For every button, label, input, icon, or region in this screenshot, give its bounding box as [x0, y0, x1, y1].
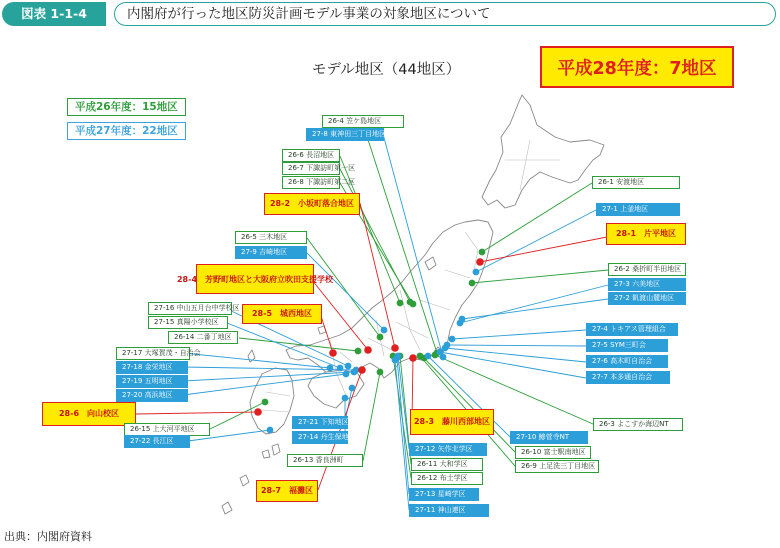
label-27-16: 27-16 中山五月台中学校区: [148, 302, 232, 315]
label-27-9: 27-9 吉崎地区: [235, 246, 307, 259]
label-27-22: 27-22 長江区: [124, 435, 190, 448]
figure-number-badge: 図表 1-1-4: [2, 2, 106, 26]
honshu-outline: [286, 220, 493, 378]
label-26-12: 26-12 布土学区: [411, 472, 483, 485]
source-note: 出典：内閣府資料: [4, 530, 92, 543]
label-27-7: 27-7 本多通自治会: [586, 371, 670, 384]
label-27-4: 27-4 トキアス管理組合: [586, 323, 678, 336]
okinawa-island: [222, 502, 232, 514]
label-27-13: 27-13 星崎学区: [409, 488, 479, 501]
label-26-10: 26-10 富士駅南地区: [515, 446, 591, 459]
label-27-11: 27-11 神山連区: [409, 504, 489, 517]
label-26-5: 26-5 三木地区: [235, 231, 307, 244]
label-26-6: 26-6 長沼地区: [282, 149, 340, 162]
label-26-1: 26-1 安渡地区: [592, 176, 680, 189]
label-27-21: 27-21 下知地区: [292, 416, 348, 429]
label-27-14: 27-14 丹生保地区: [292, 431, 348, 444]
yakushima-island: [262, 450, 270, 458]
label-28-6: 28-6 向山校区: [42, 402, 136, 426]
label-27-6: 27-6 高木町自治会: [586, 355, 668, 368]
label-28-2: 28-2 小坂町落合地区: [264, 193, 360, 215]
label-27-5: 27-5 SYM三町会: [586, 339, 668, 352]
label-27-19: 27-19 五明地区: [116, 375, 188, 388]
label-27-10: 27-10 鯵菅寺NT: [510, 431, 588, 444]
label-26-15: 26-15 上大河平地区: [124, 423, 210, 436]
label-27-15: 27-15 真陽小学校区: [148, 316, 228, 329]
label-27-8: 27-8 東神田三丁目地区: [306, 128, 384, 141]
label-26-3: 26-3 よこすか海辺NT: [593, 418, 683, 431]
label-26-7: 26-7 下諏訪町第一区: [282, 162, 340, 175]
label-27-18: 27-18 金栄地区: [116, 361, 188, 374]
label-26-4: 26-4 笠ケ島地区: [322, 115, 404, 128]
label-26-2: 26-2 桑折町半田地区: [608, 263, 686, 276]
label-26-9: 26-9 上足洗三丁目地区: [515, 460, 599, 473]
map-title: モデル地区（44地区）: [312, 62, 461, 78]
label-27-2: 27-2 飢渡山麓地区: [608, 292, 686, 305]
label-27-3: 27-3 六美地区: [608, 278, 686, 291]
label-27-20: 27-20 高浜地区: [116, 389, 188, 402]
label-28-1: 28-1 片平地区: [606, 223, 686, 245]
label-27-1: 27-1 上釜地区: [596, 203, 680, 216]
label-27-17: 27-17 大塚賀茂・自治会: [116, 347, 190, 360]
label-27-12: 27-12 矢作北学区: [409, 443, 487, 456]
label-28-4: 28-4 芳野町地区と大阪府立吹田支援学校: [196, 264, 314, 294]
label-28-5: 28-5 城西地区: [242, 304, 322, 324]
kyushu-outline: [250, 368, 294, 434]
label-26-11: 26-11 大和学区: [411, 458, 483, 471]
legend-fy26: 平成26年度：15地区: [67, 98, 186, 116]
label-26-8: 26-8 下諏訪町第二区: [282, 176, 340, 189]
amami-island: [240, 475, 249, 486]
label-28-3: 28-3 藤川西部地区: [410, 409, 494, 435]
label-26-14: 26-14 二番丁地区: [168, 331, 238, 344]
fy28-summary-box: 平成28年度：7地区: [540, 46, 734, 88]
figure-title: 内閣府が行った地区防災計画モデル事業の対象地区について: [127, 6, 491, 22]
hokkaido-outline: [482, 95, 604, 208]
label-28-7: 28-7 福灘区: [256, 480, 318, 502]
tanegashima-island: [272, 444, 280, 455]
legend-fy27: 平成27年度：22地区: [67, 122, 186, 140]
label-26-13: 26-13 香良洲町: [287, 454, 363, 467]
